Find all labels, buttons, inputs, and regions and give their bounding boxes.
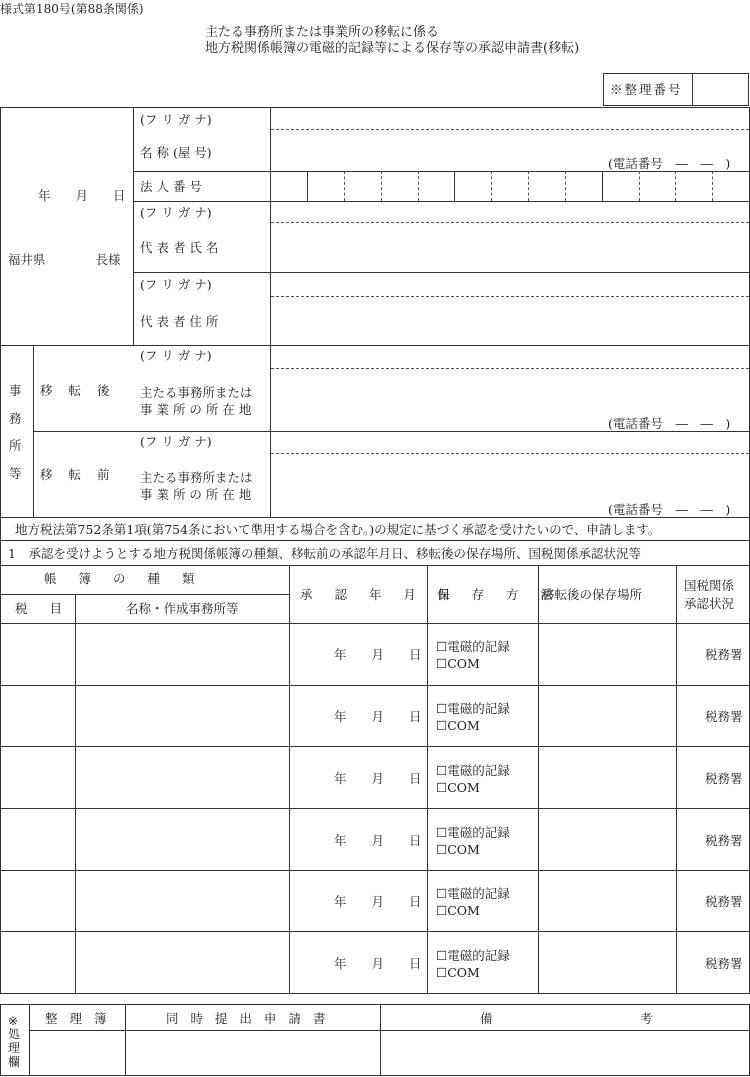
processing-label-1: 処 (8, 1027, 21, 1041)
row-6-opt-com[interactable]: ☐COM (436, 965, 480, 980)
name-office-header: 名称・作成事務所等 (126, 601, 239, 616)
row-2-opt-com[interactable]: ☐COM (436, 718, 480, 733)
row-2-date: 年 月 日 (334, 709, 422, 724)
section-1-heading: 1 承認を受けようとする地方税関係帳簿の種類、移転前の承認年月日、移転後の保存場所、国税関係承認状況等 (8, 546, 641, 561)
seiri-bango-input[interactable] (693, 74, 748, 105)
title-line-2: 地方税関係帳簿の電磁的記録等による保存等の承認申請書(移転) (205, 41, 580, 56)
tax-item-header: 税 目 (15, 601, 71, 616)
row-5-opt-com[interactable]: ☐COM (436, 903, 480, 918)
after-phone: (電話番号 ― ― ) (608, 416, 731, 431)
after-address-input[interactable] (272, 370, 602, 428)
office-label-char-1: 事 (9, 383, 22, 398)
rep-address-furigana-label: (フ リ ガ ナ) (140, 277, 212, 292)
rep-furigana-label: (フ リ ガ ナ) (140, 205, 212, 220)
row-4-tax-office: 税務署 (705, 833, 743, 848)
after-move-label: 移 転 後 (40, 383, 116, 398)
storage-method-header: 保 存 方 法 (437, 587, 562, 602)
after-address-line2: 事 業 所 の 所 在 地 (140, 402, 252, 417)
simultaneous-header: 同 時 提 出 申 請 書 (166, 1011, 330, 1026)
row-5-date: 年 月 日 (334, 894, 422, 909)
row-3-tax-office: 税務署 (705, 771, 743, 786)
before-furigana-label: (フ リ ガ ナ) (140, 434, 212, 449)
statement: 地方税法第752条第1項(第754条において準用する場合を含む。)の規定に基づく承認を受けたいので、申請します。 (15, 522, 661, 537)
row-3-opt-electronic[interactable]: ☐電磁的記録 (436, 763, 510, 778)
row-3-date: 年 月 日 (334, 771, 422, 786)
remarks-header-1: 備 (480, 1011, 493, 1026)
processing-mark: ※ (8, 1014, 19, 1028)
row-2-opt-electronic[interactable]: ☐電磁的記録 (436, 701, 510, 716)
after-address-line1: 主たる事務所または (140, 385, 253, 400)
title-line-1: 主たる事務所または事業所の移転に係る (205, 25, 440, 40)
office-label-char-4: 等 (9, 466, 22, 481)
row-6-opt-electronic[interactable]: ☐電磁的記録 (436, 948, 510, 963)
before-address-input[interactable] (272, 455, 602, 513)
application-date: 年 月 日 (38, 188, 126, 203)
remarks-header-2: 考 (640, 1011, 653, 1026)
row-5-opt-electronic[interactable]: ☐電磁的記録 (436, 886, 510, 901)
name-furigana-label: (フ リ ガ ナ) (140, 112, 212, 127)
name-input[interactable] (272, 131, 602, 169)
row-1-tax-office: 税務署 (705, 647, 743, 662)
processing-label-3: 欄 (8, 1055, 21, 1069)
corp-number-input[interactable] (271, 172, 749, 200)
rep-address-input[interactable] (272, 298, 748, 343)
office-label-char-2: 務 (9, 411, 22, 426)
before-move-label: 移 転 前 (40, 467, 116, 482)
book-type-header: 帳 簿 の 種 類 (44, 571, 204, 586)
ledger-header: 整 理 簿 (45, 1011, 111, 1026)
row-4-opt-com[interactable]: ☐COM (436, 842, 480, 857)
after-furigana-label: (フ リ ガ ナ) (140, 348, 212, 363)
processing-box (0, 1004, 750, 1076)
row-5-tax-office: 税務署 (705, 894, 743, 909)
seiri-bango-label: ※整理番号 (610, 82, 683, 97)
row-4-opt-electronic[interactable]: ☐電磁的記録 (436, 825, 510, 840)
row-1-date: 年 月 日 (334, 647, 422, 662)
form-number: 様式第180号(第88条関係) (0, 2, 144, 16)
row-6-tax-office: 税務署 (705, 956, 743, 971)
national-tax-header-1: 国税関係 (684, 578, 735, 593)
processing-label-2: 理 (8, 1041, 21, 1055)
row-1-opt-electronic[interactable]: ☐電磁的記録 (436, 639, 510, 654)
addressee: 福井県 長様 (8, 252, 121, 267)
name-phone: (電話番号 ― ― ) (608, 156, 731, 171)
storage-place-header: 移転後の保存場所 (542, 587, 643, 602)
approval-date-header: 承 認 年 月 日 (300, 587, 460, 602)
before-phone: (電話番号 ― ― ) (608, 502, 731, 517)
rep-name-label: 代 表 者 氏 名 (140, 240, 219, 255)
row-4-date: 年 月 日 (334, 833, 422, 848)
before-address-line1: 主たる事務所または (140, 470, 253, 485)
corp-number-label: 法 人 番 号 (140, 179, 202, 194)
row-1-opt-com[interactable]: ☐COM (436, 656, 480, 671)
before-address-line2: 事 業 所 の 所 在 地 (140, 487, 252, 502)
national-tax-header-2: 承認状況 (684, 596, 735, 611)
row-6-date: 年 月 日 (334, 956, 422, 971)
rep-address-label: 代 表 者 住 所 (140, 314, 219, 329)
name-label: 名 称 (屋 号) (140, 145, 212, 160)
office-label-char-3: 所 (9, 438, 22, 453)
row-2-tax-office: 税務署 (705, 709, 743, 724)
row-3-opt-com[interactable]: ☐COM (436, 780, 480, 795)
